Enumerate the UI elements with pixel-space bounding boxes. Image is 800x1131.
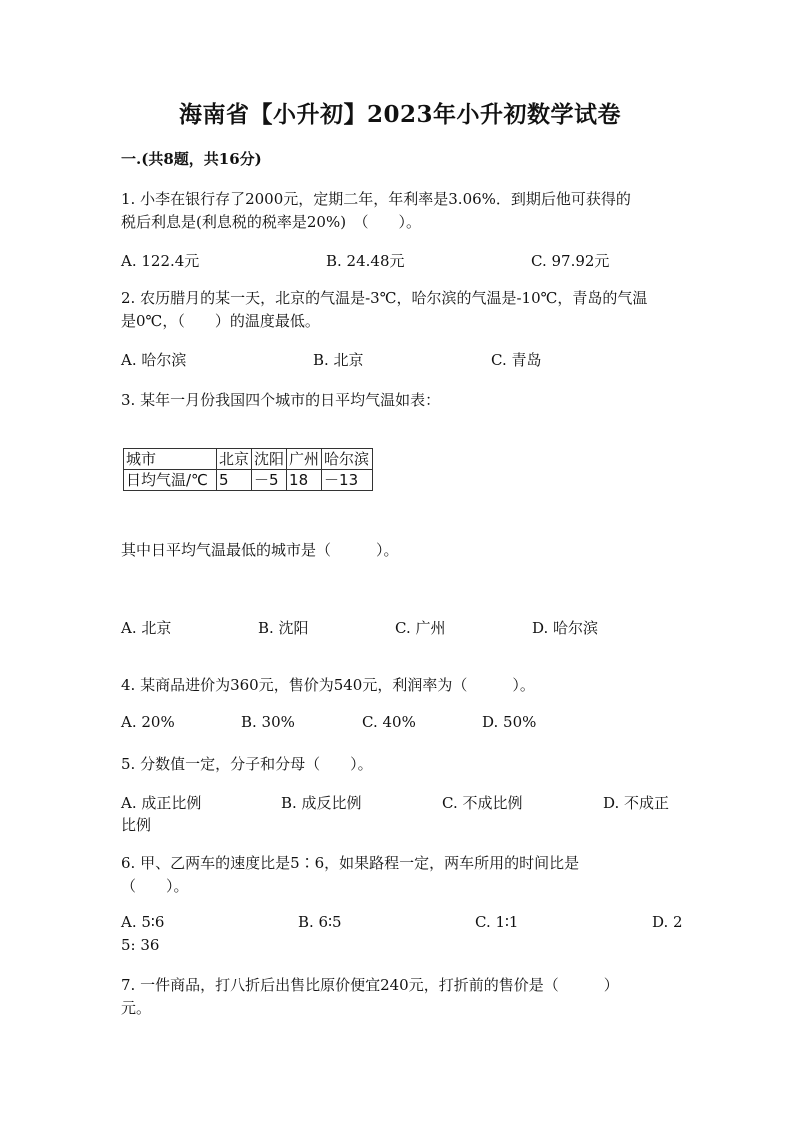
table-cell: －13 — [322, 470, 373, 491]
question-1-text-line-2: 税后利息是(利息税的税率是20%) （ ）。 — [121, 213, 422, 231]
question-3-text-line-1: 3. 某年一月份我国四个城市的日平均气温如表： — [121, 391, 441, 409]
table-cell: 哈尔滨 — [322, 449, 373, 470]
table-cell: 城市 — [124, 449, 217, 470]
temperature-table — [123, 448, 373, 491]
page-title: 海南省【小升初】2023年小升初数学试卷 — [178, 101, 621, 128]
question-5-option-a[interactable]: A. 成正比例 — [121, 794, 202, 812]
question-2-option-b[interactable]: B. 北京 — [313, 351, 364, 369]
question-7-text-line-2: 元。 — [121, 999, 152, 1017]
table-row — [124, 470, 373, 491]
table-cell: 日均气温/℃ — [124, 470, 217, 491]
question-5-option-b[interactable]: B. 成反比例 — [281, 794, 362, 812]
table-cell: 沈阳 — [252, 449, 287, 470]
question-1-option-b[interactable]: B. 24.48元 — [326, 252, 405, 270]
question-4-option-d[interactable]: D. 50% — [482, 713, 537, 731]
question-2-option-c[interactable]: C. 青岛 — [491, 351, 542, 369]
question-1-text-line-1: 1. 小李在银行存了2000元，定期二年，年利率是3.06%．到期后他可获得的 — [121, 190, 631, 208]
table-cell: 5 — [217, 470, 252, 491]
table-cell: 北京 — [217, 449, 252, 470]
question-2-text-line-1: 2. 农历腊月的某一天，北京的气温是-3℃，哈尔滨的气温是-10℃，青岛的气温 — [121, 289, 648, 307]
table-cell: －5 — [252, 470, 287, 491]
question-1-option-c[interactable]: C. 97.92元 — [531, 252, 610, 270]
question-6-option-d[interactable]: D. 2 — [652, 913, 683, 931]
question-5-option-c[interactable]: C. 不成比例 — [442, 794, 523, 812]
question-6-option-b[interactable]: B. 6∶5 — [298, 913, 342, 931]
question-6-option-d-wrap: 5: 36 — [121, 936, 160, 954]
question-6-option-a[interactable]: A. 5∶6 — [121, 913, 165, 931]
table-cell: 18 — [287, 470, 322, 491]
question-6-text-line-2: （ ）。 — [121, 877, 189, 895]
question-4-option-b[interactable]: B. 30% — [241, 713, 295, 731]
question-5-option-d-wrap: 比例 — [121, 816, 152, 834]
question-2-text-line-2: 是0℃，（ ）的温度最低。 — [121, 312, 320, 330]
question-3-option-c[interactable]: C. 广州 — [395, 619, 446, 637]
question-3-option-b[interactable]: B. 沈阳 — [258, 619, 309, 637]
question-5-option-d[interactable]: D. 不成正 — [603, 794, 670, 812]
question-4-option-a[interactable]: A. 20% — [121, 713, 175, 731]
table-header-row — [124, 449, 373, 470]
question-5-text-line-1: 5. 分数值一定，分子和分母（ ）。 — [121, 755, 373, 773]
question-1-option-a[interactable]: A. 122.4元 — [121, 252, 200, 270]
question-4-text-line-1: 4. 某商品进价为360元，售价为540元，利润率为（ ）。 — [121, 676, 535, 694]
question-3-text-line-2: 其中日平均气温最低的城市是（ ）。 — [121, 541, 399, 559]
question-7-text-line-1: 7. 一件商品，打八折后出售比原价便宜240元，打折前的售价是（ ） — [121, 976, 619, 994]
table-cell: 广州 — [287, 449, 322, 470]
question-6-option-c[interactable]: C. 1∶1 — [475, 913, 519, 931]
question-2-option-a[interactable]: A. 哈尔滨 — [121, 351, 187, 369]
section-heading: 一.(共8题，共16分) — [121, 150, 262, 168]
question-3-option-d[interactable]: D. 哈尔滨 — [532, 619, 599, 637]
question-3-option-a[interactable]: A. 北京 — [121, 619, 172, 637]
question-4-option-c[interactable]: C. 40% — [362, 713, 416, 731]
question-6-text-line-1: 6. 甲、乙两车的速度比是5∶6，如果路程一定，两车所用的时间比是 — [121, 854, 580, 872]
